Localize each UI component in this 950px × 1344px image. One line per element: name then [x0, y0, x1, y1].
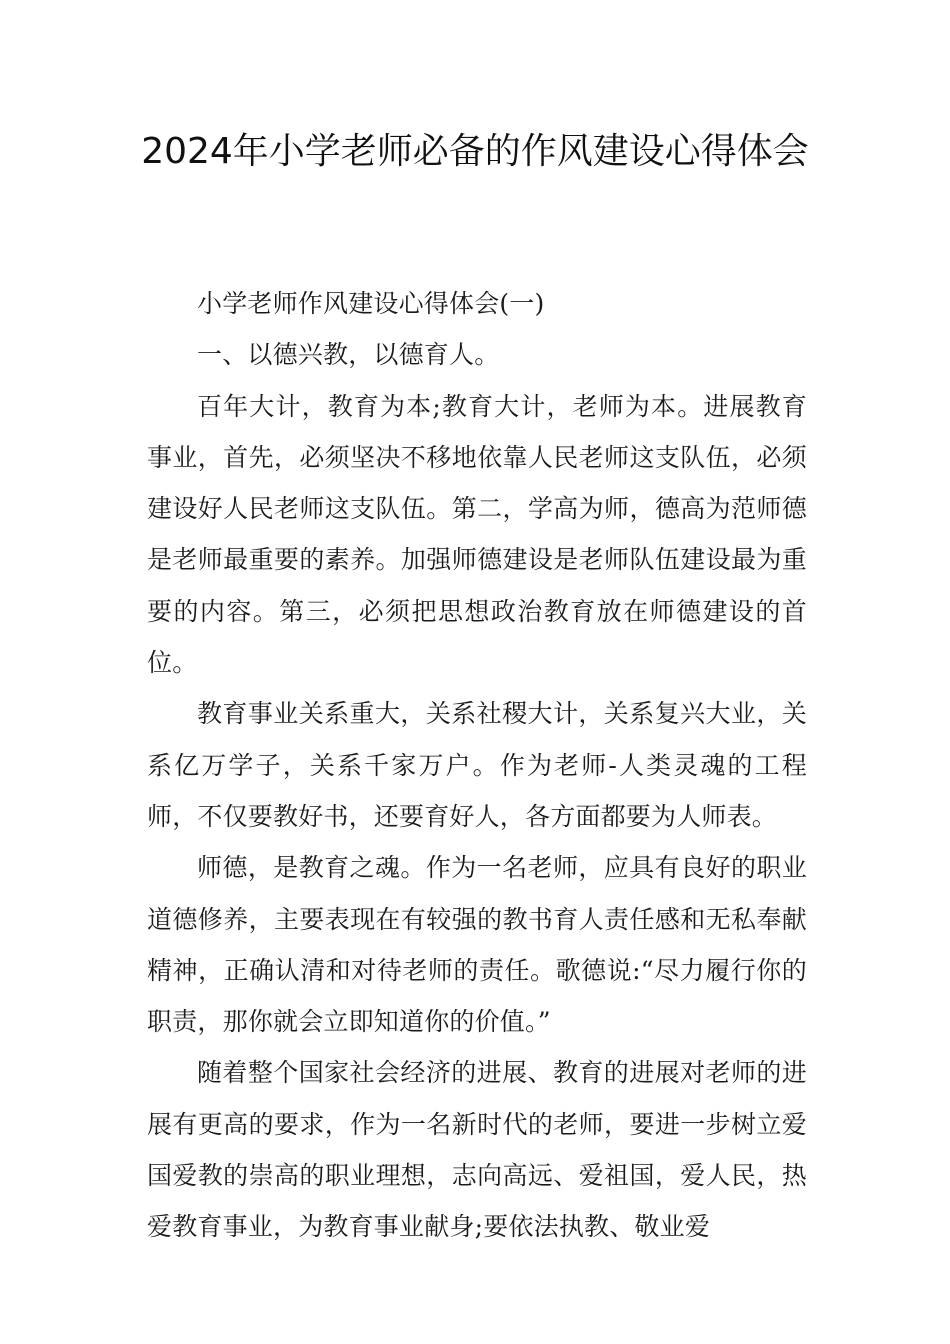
- body-paragraph: 百年大计，教育为本;教育大计，老师为本。进展教育事业，首先，必须坚决不移地依靠人民老师这支队伍，必须建设好人民老师这支队伍。第二，学高为师，德高为范师德是老师最重要的素养。加强师德建设是老师队伍建设最为重要的内容。第三，必须把思想政治教育放在师德建设的首位。: [147, 391, 807, 678]
- subsection-heading: 一、以德兴教，以德育人。: [197, 340, 500, 370]
- section-heading: 小学老师作风建设心得体会(一): [197, 289, 545, 318]
- document-body: [147, 278, 807, 1253]
- document-title: 2024年小学老师必备的作风建设心得体会: [141, 131, 809, 172]
- body-paragraph: 随着整个国家社会经济的进展、教育的进展对老师的进展有更高的要求，作为一名新时代的老师，要进一步树立爱国爱教的崇高的职业理想，志向高远、爱祖国，爱人民，热爱教育事业，为教育事业献身;要依法执教、敬业爱: [147, 1058, 807, 1242]
- body-paragraph: 教育事业关系重大，关系社稷大计，关系复兴大业，关系亿万学子，关系千家万户。作为老师-人类灵魂的工程师，不仅要教好书，还要育好人，各方面都要为人师表。: [147, 699, 807, 831]
- body-paragraph: 师德，是教育之魂。作为一名老师，应具有良好的职业道德修养，主要表现在有较强的教书育人责任感和无私奉献精神，正确认清和对待老师的责任。歌德说:“尽力履行你的职责，那你就会立即知道你的价值。”: [147, 853, 807, 1037]
